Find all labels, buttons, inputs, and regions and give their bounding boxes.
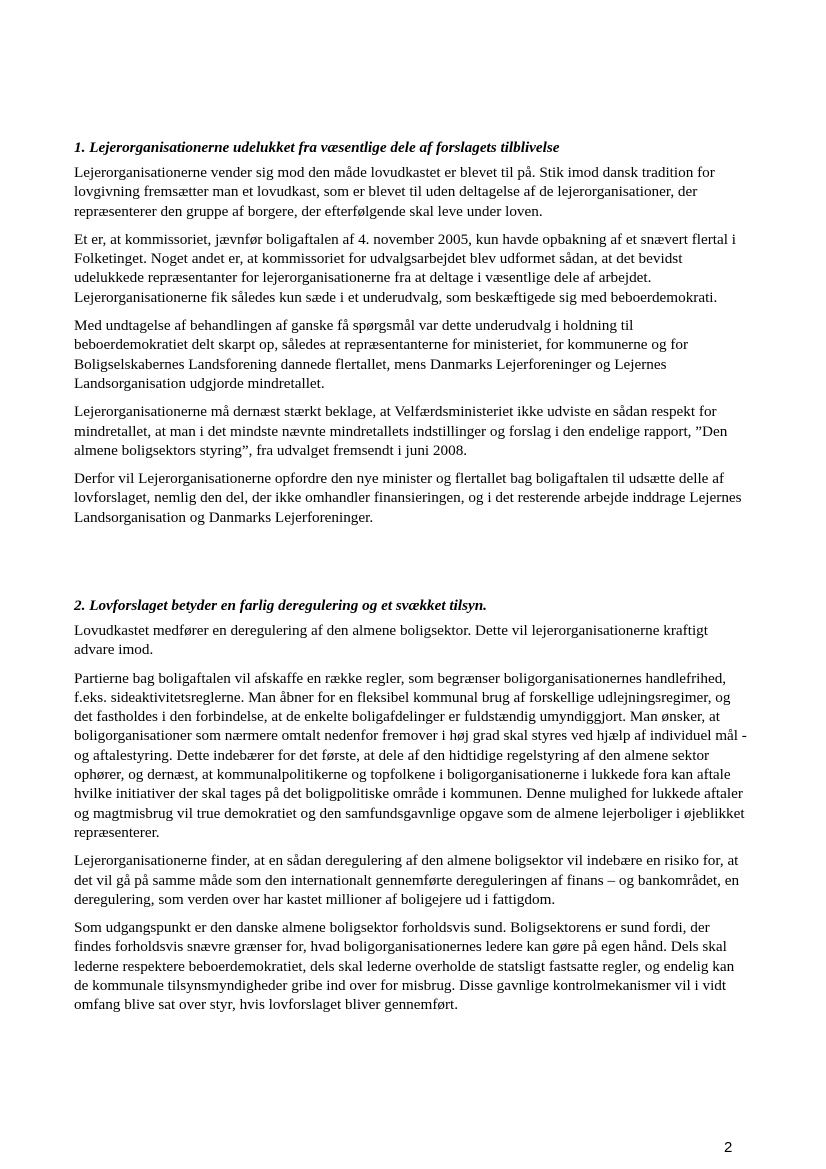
paragraph: Partierne bag boligaftalen vil afskaffe en række regler, som begrænser boligorganisationernes handlefrihed, f.eks. sideaktivitetsreglerne. Man åbner for en fleksibel kommunal brug af forskellige udlejningsregimer, og det fastholdes i den forbindelse, at de enkelte boligafdelinger er fuldstændig umyndiggjort. Man ønsker, at boligorganisationer som nærmere omtalt nedenfor fremover i høj grad skal styres ved hjælp af individuel mål - og aftalestyring. Dette indebærer for det første, at dele af den hidtidige regelstyring af den almene sektor ophører, og dernæst, at kommunalpolitikerne og topfolkene i boligorganisationerne i lukkede fora kan aftale hvilke initiativer der skal tages på det boligpolitiske område i kommunen. Denne mulighed for lukkede aftaler og magtmisbrug vil true demokratiet og den samfundsgavnlige opgave som de almene lejerboliger i øjeblikket repræsenterer. xyxy=(74,669,747,841)
page-number: 2 xyxy=(724,1139,733,1156)
paragraph: Lejerorganisationerne finder, at en sådan deregulering af den almene boligsektor vil indebære en risiko for, at det vil gå på samme måde som den internationalt gennemførte dereguleringen af finans – og bankområdet, en deregulering, som verden over har kastet millioner af boligejere ud i fattigdom. xyxy=(74,852,740,908)
paragraph: Lovudkastet medfører en deregulering af den almene boligsektor. Dette vil lejerorganisationerne kraftigt advare imod. xyxy=(74,622,708,659)
section-heading: 2. Lovforslaget betyder en farlig deregulering og et svækket tilsyn. xyxy=(74,597,487,614)
section-2 xyxy=(74,596,750,1024)
section-heading: 1. Lejerorganisationerne udelukket fra væsentlige dele af forslagets tilblivelse xyxy=(74,139,560,156)
paragraph: Med undtagelse af behandlingen af ganske få spørgsmål var dette underudvalg i holdning til beboerdemokratiet delt skarpt op, således at repræsentanterne for ministeriet, for kommunerne og for Boligselskabernes Landsforening dannede flertallet, mens Danmarks Lejerforeninger og Lejernes Landsorganisation udgjorde mindretallet. xyxy=(74,317,689,392)
paragraph: Et er, at kommissoriet, jævnfør boligaftalen af 4. november 2005, kun havde opbakning af et snævert flertal i Folketinget. Noget andet er, at kommissoriet for udvalgsarbejdet blev udformet sådan, at det bevidst udelukkede repræsentanter for lejerorganisationerne fra at deltage i væsentlige dele af arbejdet. Lejerorganisationerne fik således kun sæde i et underudvalg, som beskæftigede sig med beboerdemokrati. xyxy=(74,230,736,306)
paragraph: Som udgangspunkt er den danske almene boligsektor forholdsvis sund. Boligsektorens er sund fordi, der findes forholdsvis snævre grænser for, hvad boligorganisationernes ledere kan gøre på egen hånd. Dels skal lederne respektere beboerdemokratiet, dels skal lederne overholde de statsligt fastsatte regler, og endelig kan de kommunale tilsynsmyndigheder gribe ind over for misbrug. Disse gavnlige kontrolmekanismer vil i vidt omfang blive sat over styr, hvis lovforslaget bliver gennemført. xyxy=(74,919,735,1014)
section-1 xyxy=(74,138,750,536)
paragraph: Derfor vil Lejerorganisationerne opfordre den nye minister og flertallet bag boligaftalen til udsætte delle af lovforslaget, nemlig den del, der ikke omhandler finansieringen, og i det resterende arbejde inddrage Lejernes Landsorganisation og Danmarks Lejerforeninger. xyxy=(74,470,742,526)
paragraph: Lejerorganisationerne vender sig mod den måde lovudkastet er blevet til på. Stik imod dansk tradition for lovgivning fremsætter man et lovudkast, som er blevet til uden deltagelse af de lejerorganisationer, der repræsenterer den gruppe af borgere, der efterfølgende skal leve under loven. xyxy=(74,164,715,220)
paragraph: Lejerorganisationerne må dernæst stærkt beklage, at Velfærdsministeriet ikke udviste en sådan respekt for mindretallet, at man i det mindste nævnte mindretallets indstillinger og forslag i den endelige rapport, ”Den almene boligsektors styring”, fra udvalget fremsendt i juni 2008. xyxy=(74,403,728,459)
